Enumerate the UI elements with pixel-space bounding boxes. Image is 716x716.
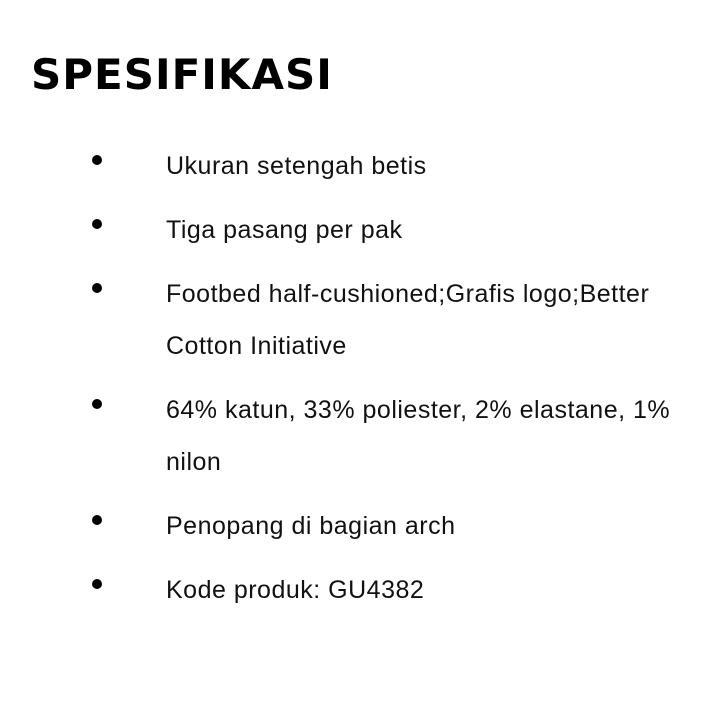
spec-text: Penopang di bagian arch xyxy=(166,512,456,540)
list-item xyxy=(0,564,716,616)
spec-text: Ukuran setengah betis xyxy=(166,152,427,180)
bullet-icon xyxy=(92,579,102,589)
spec-text: Footbed half-cushioned;Grafis logo;Better Cotton Initiative xyxy=(166,280,650,360)
bullet-icon xyxy=(92,515,102,525)
bullet-icon xyxy=(92,155,102,165)
bullet-icon xyxy=(92,283,102,293)
list-item xyxy=(0,500,716,552)
spec-text: 64% katun, 33% poliester, 2% elastane, 1% nilon xyxy=(166,396,671,476)
list-item xyxy=(0,140,716,192)
bullet-icon xyxy=(92,399,102,409)
list-item xyxy=(0,204,716,256)
list-item xyxy=(0,268,716,372)
spec-text: Kode produk: GU4382 xyxy=(166,576,425,604)
list-item xyxy=(0,384,716,488)
page-title: SPESIFIKASI xyxy=(31,50,333,99)
bullet-icon xyxy=(92,219,102,229)
spec-list xyxy=(0,140,716,628)
spec-text: Tiga pasang per pak xyxy=(166,216,403,244)
